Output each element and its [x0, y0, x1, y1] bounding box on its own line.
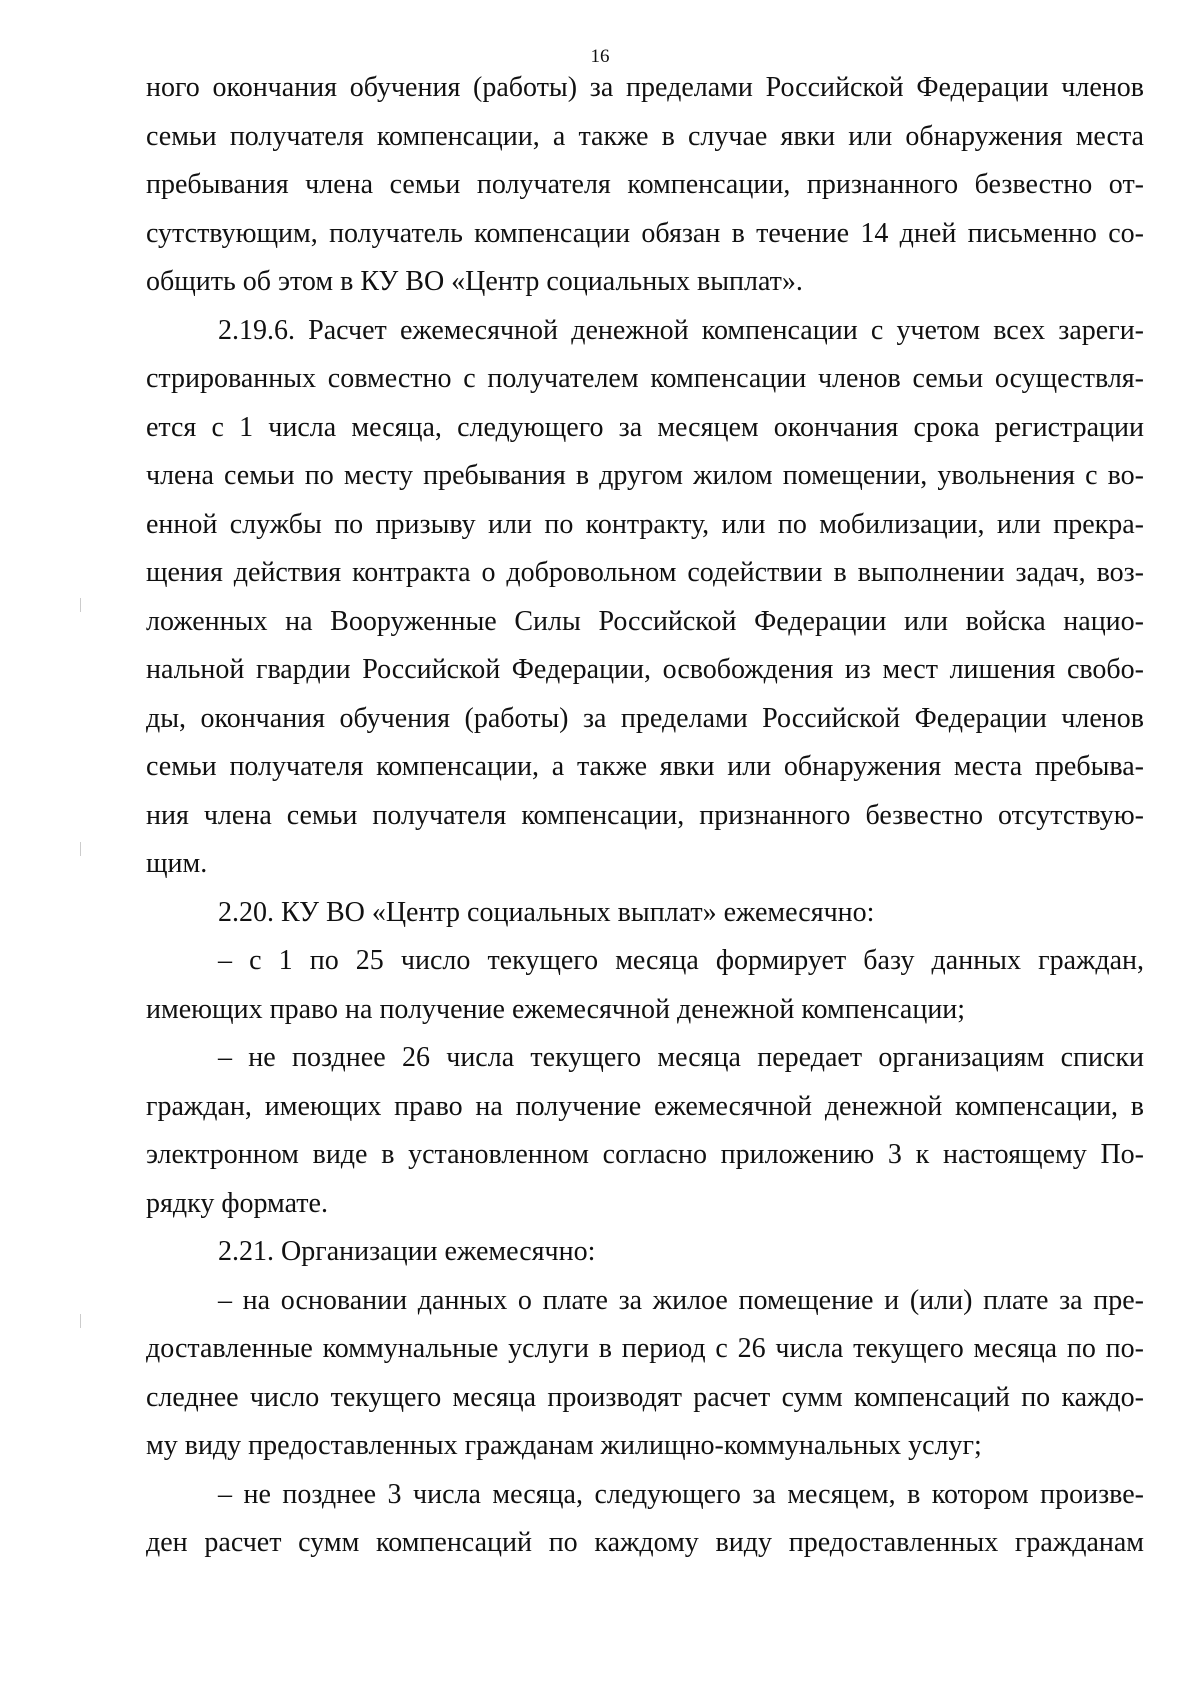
text-line: доставленные коммунальные услуги в период с 26 числа текущего месяца по по-: [146, 1333, 1144, 1364]
text-line: 2.19.6. Расчет ежемесячной денежной компенсации с учетом всех зареги-: [218, 314, 1144, 346]
text-line: члена семьи по месту пребывания в другом жилом помещении, увольнения с во-: [146, 460, 1144, 491]
text-line: семьи получателя компенсации, а также явки или обнаружения места пребыва-: [146, 751, 1144, 782]
text-line: ется с 1 числа месяца, следующего за месяцем окончания срока регистрации: [146, 411, 1144, 443]
text-line: – не позднее 26 числа текущего месяца передает организациям списки: [218, 1042, 1144, 1073]
text-line: му виду предоставленных гражданам жилищно-коммунальных услуг;: [146, 1430, 982, 1461]
page-number: 16: [590, 46, 610, 67]
document-body: [146, 64, 1144, 1568]
text-line: стрированных совместно с получателем компенсации членов семьи осуществля-: [146, 363, 1144, 394]
paragraph-continuation: [146, 64, 1144, 307]
list-item: [146, 937, 1144, 1034]
text-line: рядку формате.: [146, 1187, 328, 1219]
scan-edge-mark: [80, 1314, 81, 1328]
text-line: граждан, имеющих право на получение ежемесячной денежной компенсации, в: [146, 1090, 1144, 1122]
text-line: щим.: [146, 848, 208, 879]
text-line: ден расчет сумм компенсаций по каждому виду предоставленных гражданам: [146, 1527, 1144, 1558]
paragraph-2-20: [146, 889, 1144, 938]
text-line: 2.21. Организации ежемесячно:: [218, 1236, 596, 1267]
scan-edge-mark: [80, 598, 81, 612]
text-line: 2.20. КУ ВО «Центр социальных выплат» ежемесячно:: [218, 896, 875, 928]
text-line: имеющих право на получение ежемесячной денежной компенсации;: [146, 993, 966, 1025]
text-line: – на основании данных о плате за жилое помещение и (или) плате за пре-: [218, 1284, 1144, 1316]
list-item: [146, 1277, 1144, 1471]
text-line: пребывания члена семьи получателя компенсации, признанного безвестно от-: [146, 169, 1144, 200]
text-line: ложенных на Вооруженные Силы Российской Федерации или войска нацио-: [146, 605, 1144, 637]
text-line: – не позднее 3 числа месяца, следующего за месяцем, в котором произве-: [218, 1478, 1144, 1510]
paragraph-2-21: [146, 1228, 1144, 1277]
scan-edge-mark: [80, 842, 81, 856]
text-line: следнее число текущего месяца производят расчет сумм компенсаций по каждо-: [146, 1381, 1144, 1413]
text-line: ния члена семьи получателя компенсации, признанного безвестно отсутствую-: [146, 799, 1144, 831]
paragraph-2-19-6: [146, 307, 1144, 889]
text-line: сутствующим, получатель компенсации обязан в течение 14 дней письменно со-: [146, 217, 1144, 249]
text-line: ды, окончания обучения (работы) за пределами Российской Федерации членов: [146, 702, 1144, 734]
text-line: нальной гвардии Российской Федерации, освобождения из мест лишения свобо-: [146, 654, 1144, 685]
text-line: – с 1 по 25 число текущего месяца формирует базу данных граждан,: [218, 945, 1144, 976]
list-item: [146, 1034, 1144, 1228]
text-line: электронном виде в установленном согласно приложению 3 к настоящему По-: [146, 1139, 1144, 1170]
text-line: общить об этом в КУ ВО «Центр социальных выплат».: [146, 266, 803, 297]
list-item: [146, 1471, 1144, 1568]
text-line: семьи получателя компенсации, а также в случае явки или обнаружения места: [146, 120, 1144, 152]
text-line: ного окончания обучения (работы) за пределами Российской Федерации членов: [146, 72, 1144, 103]
text-line: енной службы по призыву или по контракту, или по мобилизации, или прекра-: [146, 508, 1144, 540]
text-line: щения действия контракта о добровольном содействии в выполнении задач, воз-: [146, 557, 1144, 588]
